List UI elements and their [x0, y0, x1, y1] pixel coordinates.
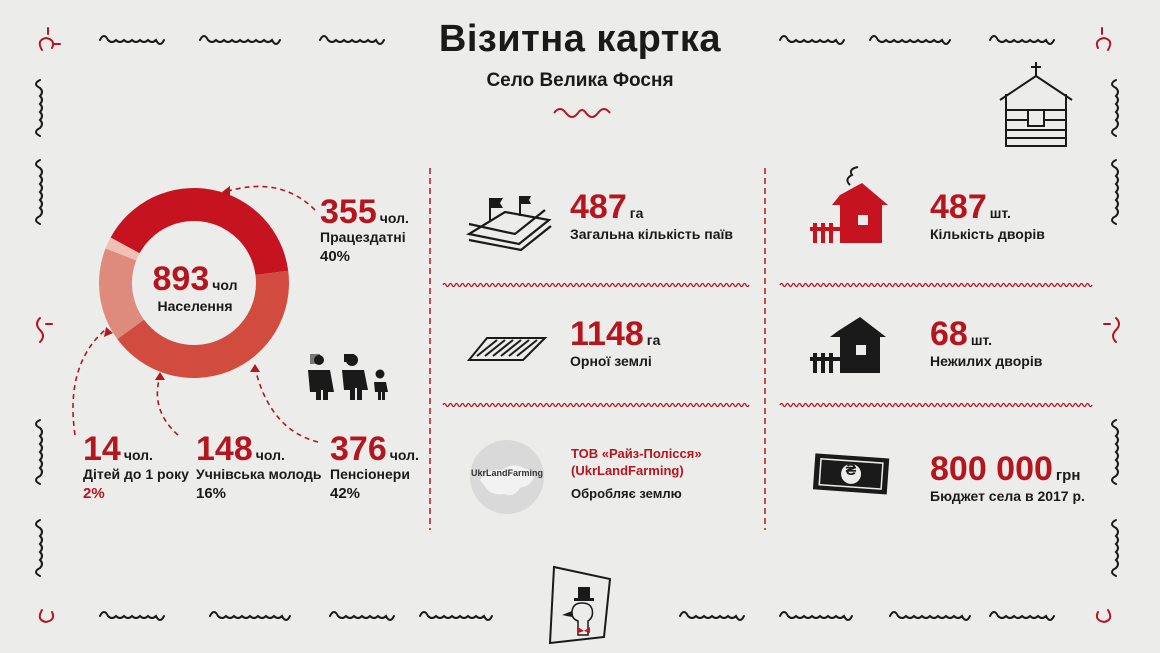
pensioners-percent: 42%	[330, 485, 361, 502]
field-flags-icon	[465, 190, 555, 250]
field-icon	[467, 330, 547, 370]
budget-label: Бюджет села в 2017 р.	[930, 488, 1085, 504]
budget-stat	[930, 452, 1085, 504]
budget-value: 800 000	[930, 450, 1053, 488]
company-name-alt: (UkrLandFarming)	[571, 463, 684, 478]
wavy-divider	[780, 404, 1092, 407]
students-unit: чол.	[255, 447, 285, 463]
shares-label: Загальна кількість паїв	[570, 226, 734, 242]
infants-label: Дітей до 1 року	[83, 466, 189, 482]
goose-logo-icon	[548, 565, 618, 645]
company-label: Обробляє землю	[571, 486, 682, 501]
students-value: 148	[196, 430, 253, 468]
infants-percent: 2%	[83, 485, 105, 502]
empty-yards-value: 68	[930, 315, 968, 353]
arable-value: 1148	[570, 315, 644, 353]
yards-label: Кількість дворів	[930, 226, 1045, 242]
shares-stat	[570, 190, 733, 242]
black-house-icon	[810, 315, 890, 375]
arable-label: Орної землі	[570, 353, 652, 369]
pensioners-unit: чол.	[389, 447, 419, 463]
yards-unit: шт.	[989, 205, 1011, 221]
hryvnia-symbol: ₴	[845, 462, 857, 479]
empty-yards-unit: шт.	[970, 332, 993, 348]
page-title: Візитна картка	[438, 18, 722, 60]
yards-stat	[930, 190, 1045, 242]
wavy-divider	[443, 404, 749, 407]
students-percent: 16%	[196, 485, 227, 502]
working-label: Працездатні	[320, 229, 406, 245]
working-value: 355	[320, 193, 377, 231]
yards-value: 487	[930, 188, 987, 226]
infants-value: 14	[83, 430, 121, 468]
company-logo-text: UkrLandFarming	[470, 468, 543, 478]
population-total-value: 893	[152, 260, 210, 298]
empty-yards-stat	[930, 317, 1042, 369]
company-logo	[470, 440, 544, 514]
infants-unit: чол.	[123, 447, 153, 463]
population-total-label: Населення	[157, 298, 233, 314]
wavy-divider	[443, 284, 749, 287]
red-house-icon	[810, 165, 890, 245]
wavy-divider	[780, 284, 1092, 287]
working-unit: чол.	[379, 210, 409, 226]
company-info	[571, 446, 702, 501]
page-subtitle: Село Велика Фосня	[486, 70, 674, 91]
working-percent: 40%	[320, 248, 351, 265]
pensioners-value: 376	[330, 430, 387, 468]
company-name: ТОВ «Райз-Полісся»	[571, 446, 702, 461]
arable-unit: га	[646, 332, 661, 348]
students-label: Учнівська молодь	[196, 466, 322, 482]
shares-value: 487	[570, 188, 627, 226]
pensioners-label: Пенсіонери	[330, 466, 410, 482]
empty-yards-label: Нежилих дворів	[930, 353, 1043, 369]
population-total-unit: чол	[212, 277, 238, 293]
budget-unit: грн	[1055, 467, 1081, 484]
arable-stat	[570, 317, 660, 369]
shares-unit: га	[629, 205, 644, 221]
